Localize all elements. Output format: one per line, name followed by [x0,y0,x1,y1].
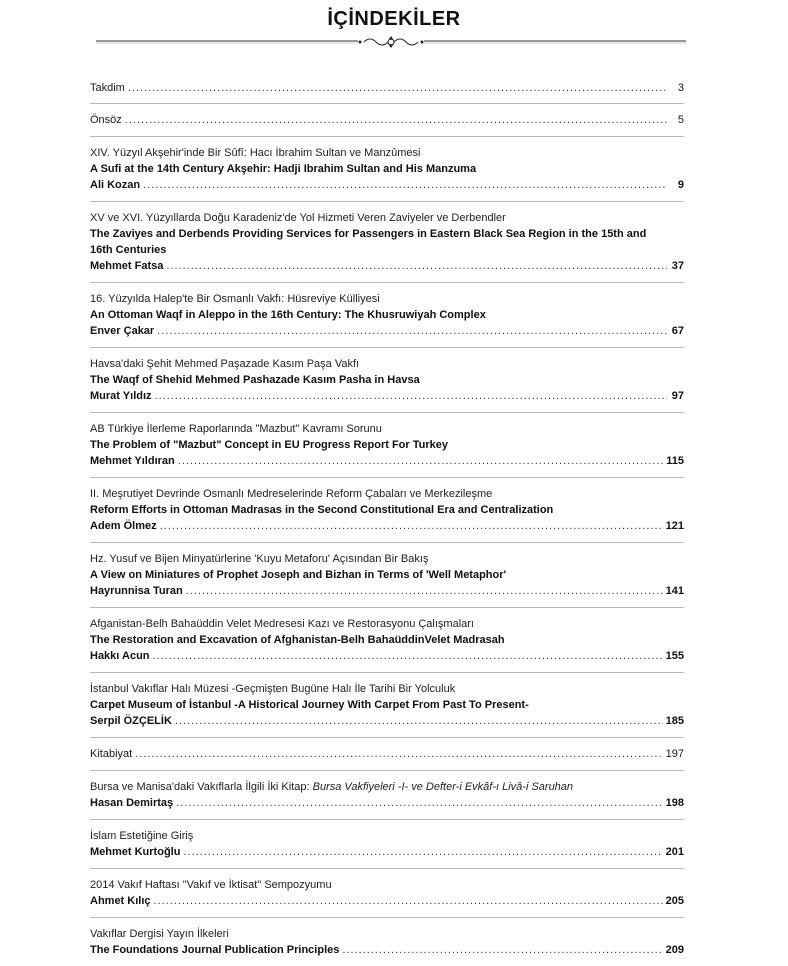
toc-entry-author: Mehmet Kurtoğlu [90,846,181,858]
toc-entry-leader [90,388,684,404]
toc-entry-leader [90,844,684,860]
toc-entry-title-en: The Foundations Journal Publication Principles [90,944,340,956]
toc-entry[interactable] [90,917,684,966]
page-number: 155 [665,650,684,662]
dot-leader [175,713,663,729]
toc-entry-leader [90,713,684,729]
dot-leader [183,844,662,860]
page-number: 5 [677,114,684,126]
dot-leader [143,177,667,193]
dot-leader [125,112,667,128]
page-number: 3 [677,82,684,94]
page-number: 205 [665,895,684,907]
page-number: 198 [665,797,684,809]
page-number: 67 [671,325,684,337]
toc-entry-title-tr: Hz. Yusuf ve Bijen Minyatürlerine 'Kuyu Metaforu' Açısından Bir Bakış [90,553,429,565]
toc-entry-leader [90,583,684,599]
toc-entry-author: Hasan Demirtaş [90,797,174,809]
toc-entry-title-en: The Restoration and Excavation of Afghanistan-Belh BahaüddinVelet Madrasah [90,634,505,646]
toc-entry-author: Murat Yıldız [90,390,152,402]
dot-leader [154,893,663,909]
toc-entry-title: Kitabiyat [90,748,133,760]
toc-entry[interactable] [90,737,684,770]
toc-entry-title: Önsöz [90,114,122,126]
dot-leader [342,942,662,958]
toc-entry[interactable] [90,80,684,103]
toc-entry-leader [90,323,684,339]
toc-entry-title-tr-italic: Bursa Vakfiyeleri -I- ve Defter-i Evkâf-ı Livâ-i Saruhan [312,781,574,793]
toc-entry-title-tr: 16. Yüzyılda Halep'te Bir Osmanlı Vakfı: Hüsreviye Külliyesi [90,293,380,305]
dot-leader [157,323,667,339]
toc-entry[interactable] [90,136,684,201]
toc-entry[interactable] [90,542,684,607]
toc-entry-author: Mehmet Fatsa [90,260,164,272]
toc-entry-title-tr: XV ve XVI. Yüzyıllarda Doğu Karadeniz'de Yol Hizmeti Veren Zaviyeler ve Derbendler [90,212,506,224]
toc-entry[interactable] [90,412,684,477]
page-number: 97 [671,390,684,402]
toc-entry[interactable] [90,819,684,868]
toc-entry-leader [90,80,684,96]
title-divider-ornament [96,34,686,50]
toc-entry-title-en: A View on Miniatures of Prophet Joseph and Bizhan in Terms of 'Well Metaphor' [90,569,507,581]
page-number: 121 [665,520,684,532]
toc-entry-title-en: The Problem of "Mazbut" Concept in EU Progress Report For Turkey [90,439,448,451]
dot-leader [186,583,663,599]
page-number: 141 [665,585,684,597]
toc-entry-author: Hakkı Acun [90,650,150,662]
toc-entry-title-en: The Waqf of Shehid Mehmed Pashazade Kasım Pasha in Havsa [90,374,420,386]
dot-leader [128,80,667,96]
toc-entry-leader [90,112,684,128]
page-number: 115 [666,455,684,467]
dot-leader [178,453,663,469]
toc-entry[interactable] [90,607,684,672]
toc-entry-title-tr [90,779,684,795]
page-number: 197 [665,748,684,760]
toc-entry-leader [90,177,684,193]
toc-entry-title-tr: Havsa'daki Şehit Mehmed Paşazade Kasım Paşa Vakfı [90,358,360,370]
page-number: 185 [665,715,684,727]
toc-entry-author: Ahmet Kılıç [90,895,151,907]
dot-leader [166,258,667,274]
dot-leader [160,518,663,534]
toc-entry-title: Takdim [90,82,125,94]
table-of-contents [90,80,684,966]
dot-leader [135,746,662,762]
page-number: 9 [677,179,684,191]
dot-leader [176,795,662,811]
page-title: İÇİNDEKİLER [327,8,461,30]
toc-entry[interactable] [90,868,684,917]
toc-entry-title-tr-plain: Bursa ve Manisa'daki Vakıflarla İlgili İki Kitap: [90,781,313,793]
toc-entry-leader [90,453,684,469]
toc-entry-author: Hayrunnisa Turan [90,585,183,597]
toc-entry-title-en: A Sufi at the 14th Century Akşehir: Hadji Ibrahim Sultan and His Manzuma [90,163,477,175]
toc-entry-leader [90,258,684,274]
toc-entry-title-en: Reform Efforts in Ottoman Madrasas in the Second Constitutional Era and Centralization [90,504,554,516]
toc-entry-leader [90,518,684,534]
toc-entry[interactable] [90,103,684,136]
toc-entry-title-tr: Vakıflar Dergisi Yayın İlkeleri [90,928,229,940]
dot-leader [153,648,663,664]
toc-entry[interactable] [90,672,684,737]
toc-entry[interactable] [90,770,684,819]
page-number: 37 [671,260,684,272]
toc-entry-author: Serpil ÖZÇELİK [90,715,172,727]
page-number: 209 [665,944,684,956]
toc-entry-title-tr: XIV. Yüzyıl Akşehir'inde Bir Sûfî: Hacı İbrahim Sultan ve Manzûmesi [90,147,421,159]
toc-entry-title-tr: 2014 Vakıf Haftası "Vakıf ve İktisat" Sempozyumu [90,879,332,891]
toc-entry-title-tr: İslam Estetiğine Giriş [90,830,194,842]
dot-leader [155,388,667,404]
toc-entry-title-tr: AB Türkiye İlerleme Raporlarında "Mazbut" Kavramı Sorunu [90,423,382,435]
toc-entry-author: Mehmet Yıldıran [90,455,175,467]
toc-entry[interactable] [90,477,684,542]
toc-entry-author: Enver Çakar [90,325,155,337]
page-number: 201 [665,846,684,858]
toc-entry-leader [90,648,684,664]
toc-entry-author: Ali Kozan [90,179,141,191]
toc-entry-author: Adem Ölmez [90,520,157,532]
toc-entry-title-tr: İstanbul Vakıflar Halı Müzesi -Geçmişten Bugüne Halı İle Tarihi Bir Yolculuk [90,683,456,695]
toc-entry-leader [90,942,684,958]
toc-entry-leader [90,746,684,762]
toc-entry-title-en: An Ottoman Waqf in Aleppo in the 16th Century: The Khusruwiyah Complex [90,309,486,321]
toc-entry-leader [90,795,684,811]
toc-entry-title-tr: II. Meşrutiyet Devrinde Osmanlı Medreselerinde Reform Çabaları ve Merkezileşme [90,488,493,500]
toc-entry[interactable] [90,282,684,347]
toc-entry[interactable] [90,201,684,282]
toc-entry-title-en: Carpet Museum of İstanbul -A Historical Journey With Carpet From Past To Present- [90,699,529,711]
toc-entry[interactable] [90,347,684,412]
toc-entry-title-en: The Zaviyes and Derbends Providing Services for Passengers in Eastern Black Sea Region in the 15th and 16th Centuries [90,228,647,256]
toc-entry-title-tr: Afganistan-Belh Bahaüddin Velet Medresesi Kazı ve Restorasyonu Çalışmaları [90,618,474,630]
toc-entry-leader [90,893,684,909]
